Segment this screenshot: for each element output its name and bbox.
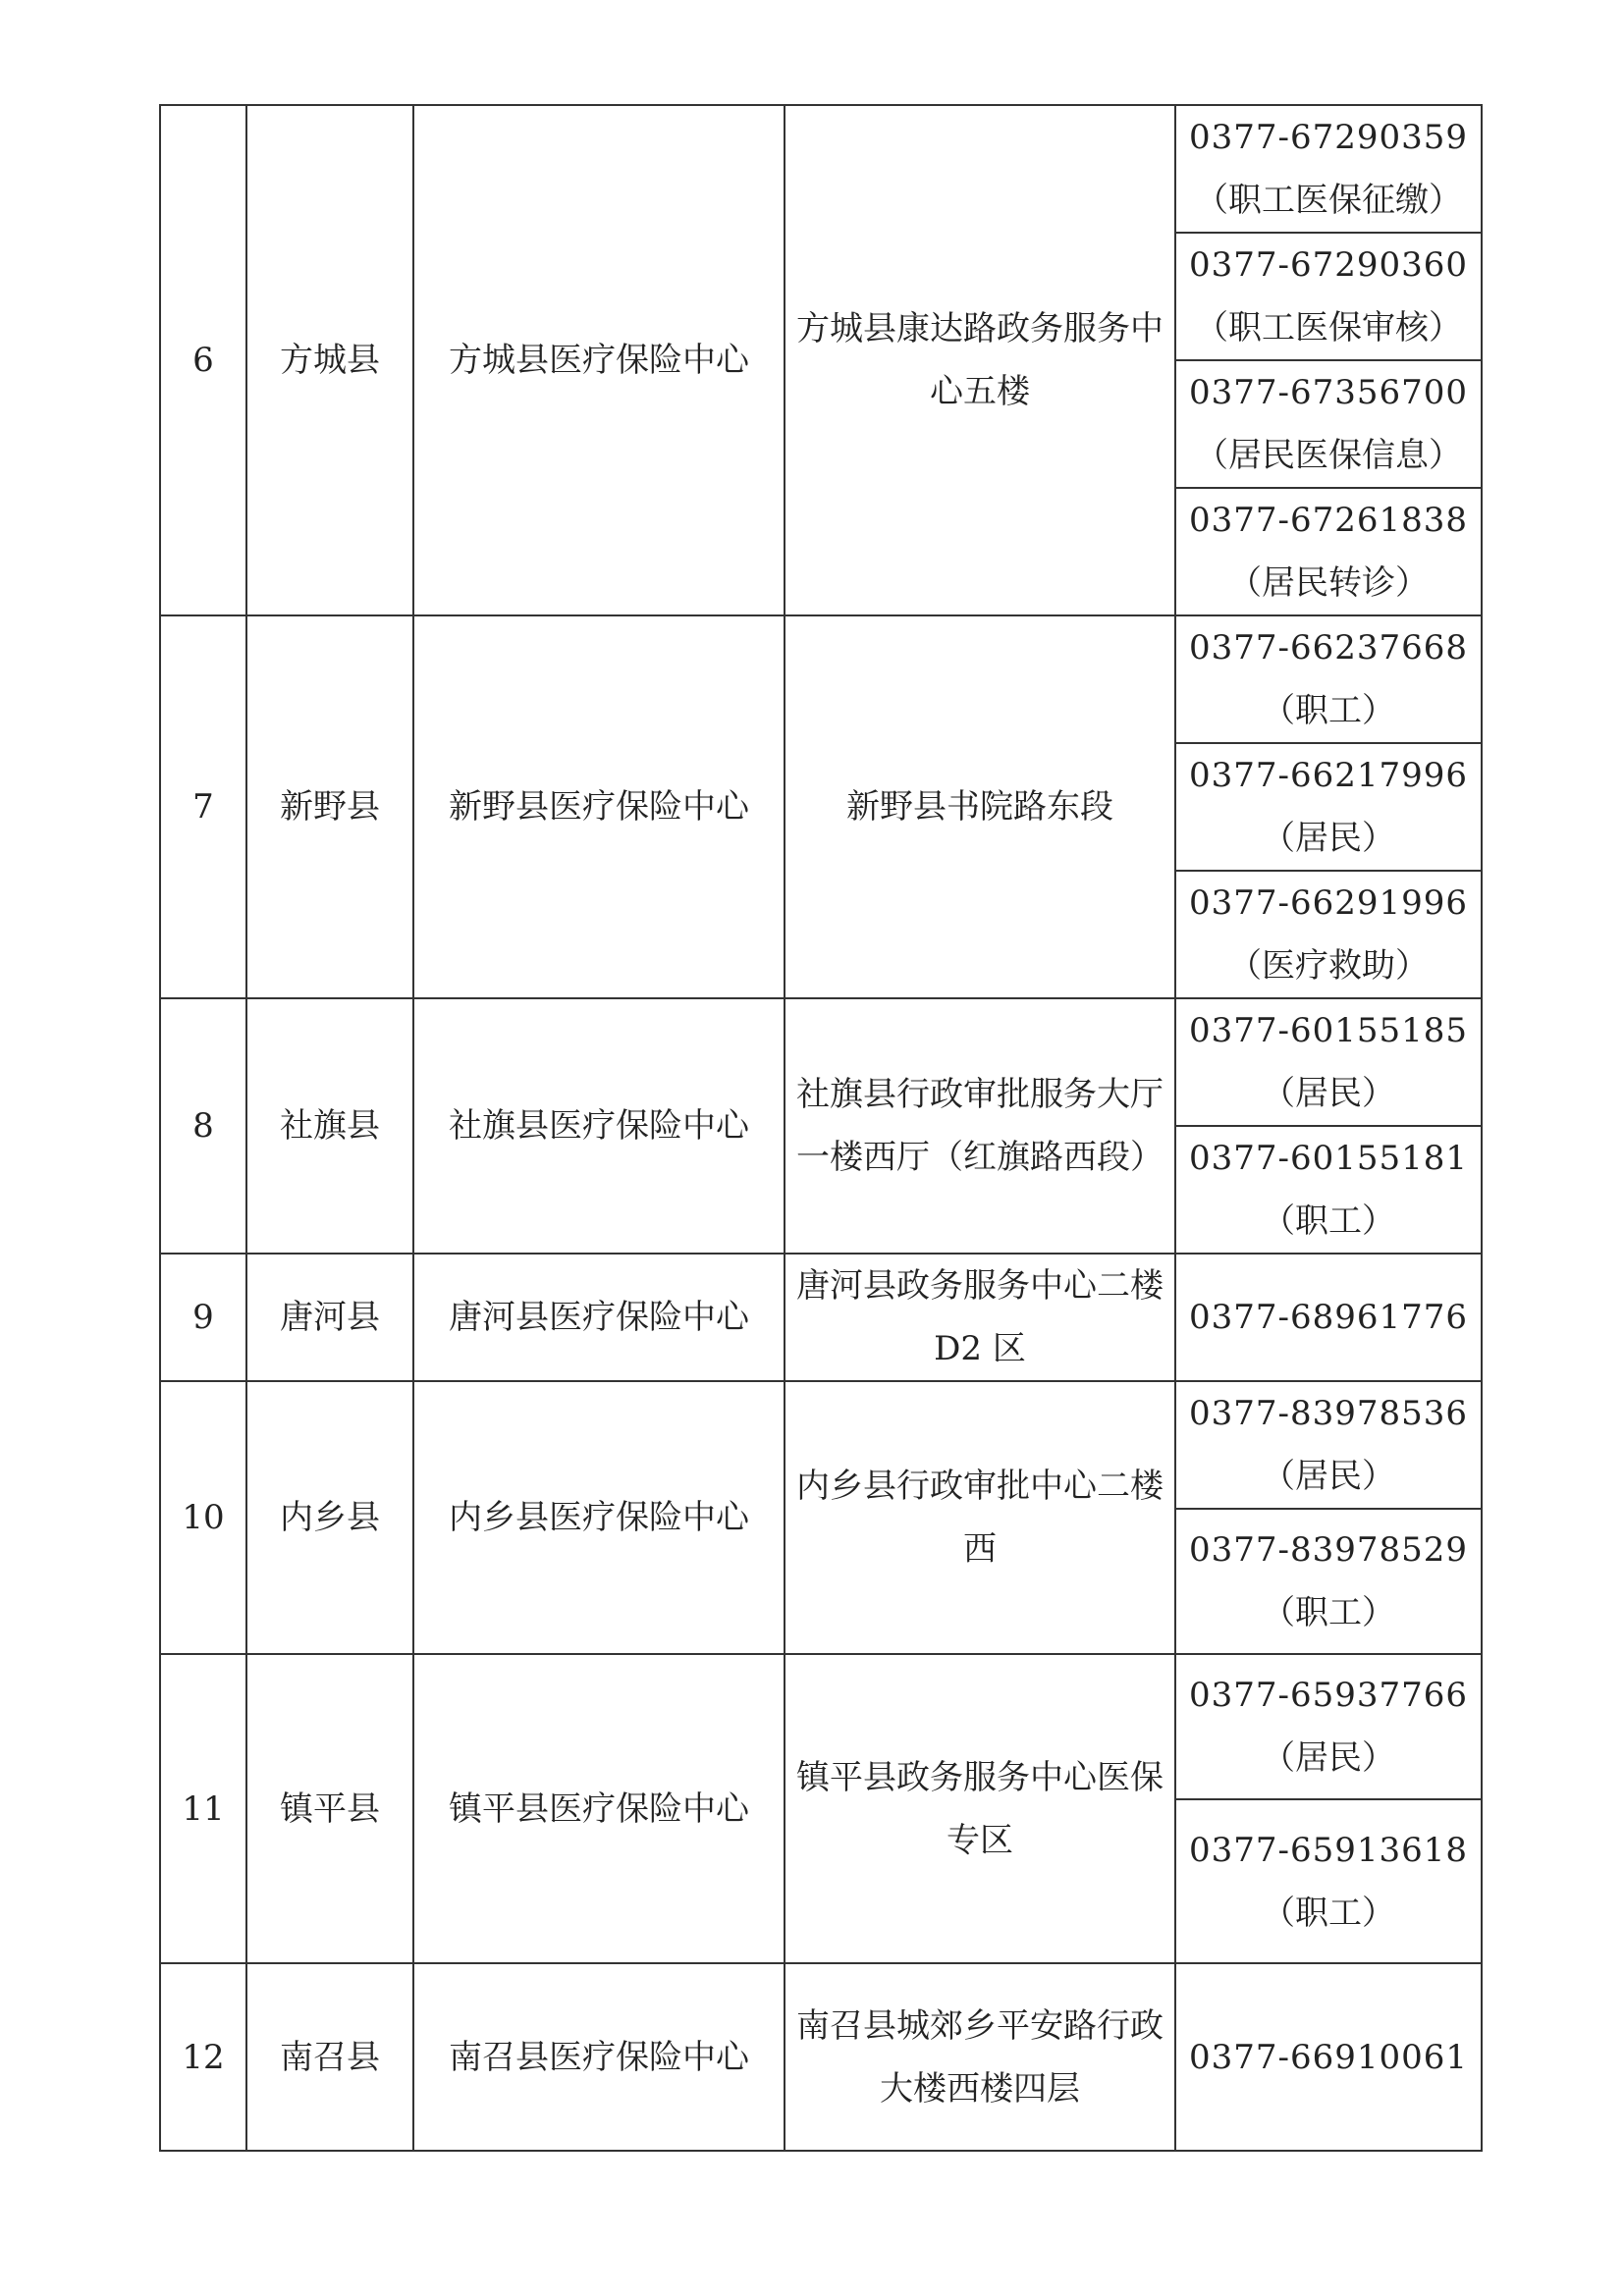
phone-number: 0377-83978529	[1188, 1530, 1469, 1570]
phone-cell	[1175, 871, 1482, 998]
county-name: 镇平县	[246, 1654, 413, 1963]
phone-cell	[1175, 615, 1482, 743]
county-name: 新野县	[246, 615, 413, 998]
phone-cell	[1175, 105, 1482, 233]
center-address: 南召县城郊乡平安路行政大楼西楼四层	[785, 1963, 1175, 2151]
phone-cell	[1175, 1126, 1482, 1254]
county-name: 内乡县	[246, 1381, 413, 1654]
contact-table	[159, 104, 1483, 2152]
table-row	[160, 1963, 1482, 2151]
row-index: 8	[160, 998, 246, 1254]
phone-cell	[1175, 488, 1482, 615]
phone-number: 0377-66237668	[1188, 628, 1469, 667]
phone-note: （职工医保审核）	[1195, 308, 1462, 347]
row-index: 10	[160, 1381, 246, 1654]
phone-number: 0377-68961776	[1188, 1298, 1469, 1337]
table-row	[160, 1654, 1482, 1799]
phone-number: 0377-67290360	[1188, 245, 1469, 285]
center-name: 新野县医疗保险中心	[413, 615, 785, 998]
table-row	[160, 1381, 1482, 1509]
phone-number: 0377-67261838	[1188, 501, 1469, 540]
row-index: 7	[160, 615, 246, 998]
phone-number: 0377-65913618	[1188, 1830, 1469, 1870]
table-row	[160, 998, 1482, 1126]
phone-cell	[1175, 1799, 1482, 1963]
phone-number: 0377-67290359	[1188, 118, 1469, 157]
phone-note: （职工）	[1262, 1201, 1395, 1241]
phone-number: 0377-60155185	[1188, 1011, 1469, 1050]
phone-cell	[1175, 1509, 1482, 1654]
phone-note: （居民）	[1262, 819, 1395, 858]
table-row	[160, 105, 1482, 233]
county-name: 社旗县	[246, 998, 413, 1254]
phone-note: （居民转诊）	[1228, 563, 1429, 603]
center-name: 镇平县医疗保险中心	[413, 1654, 785, 1963]
center-address: 方城县康达路政务服务中心五楼	[785, 105, 1175, 615]
phone-cell	[1175, 743, 1482, 871]
table-row	[160, 1254, 1482, 1381]
phone-cell	[1175, 1254, 1482, 1381]
phone-number: 0377-66910061	[1188, 2037, 1469, 2077]
row-index: 11	[160, 1654, 246, 1963]
row-index: 9	[160, 1254, 246, 1381]
table-row	[160, 615, 1482, 743]
row-index: 6	[160, 105, 246, 615]
phone-number: 0377-67356700	[1188, 373, 1469, 412]
county-name: 南召县	[246, 1963, 413, 2151]
phone-note: （居民）	[1262, 1738, 1395, 1778]
center-name: 方城县医疗保险中心	[413, 105, 785, 615]
center-address: 唐河县政务服务中心二楼 D2 区	[785, 1254, 1175, 1381]
center-name: 社旗县医疗保险中心	[413, 998, 785, 1254]
center-name: 唐河县医疗保险中心	[413, 1254, 785, 1381]
center-name: 内乡县医疗保险中心	[413, 1381, 785, 1654]
center-address: 社旗县行政审批服务大厅一楼西厅（红旗路西段）	[785, 998, 1175, 1254]
phone-cell	[1175, 1963, 1482, 2151]
phone-number: 0377-66291996	[1188, 883, 1469, 923]
phone-cell	[1175, 998, 1482, 1126]
center-address: 镇平县政务服务中心医保专区	[785, 1654, 1175, 1963]
row-index: 12	[160, 1963, 246, 2151]
phone-note: （职工）	[1262, 691, 1395, 730]
phone-note: （医疗救助）	[1228, 946, 1429, 986]
phone-note: （职工）	[1262, 1893, 1395, 1933]
phone-cell	[1175, 1381, 1482, 1509]
phone-number: 0377-65937766	[1188, 1676, 1469, 1715]
phone-number: 0377-66217996	[1188, 756, 1469, 795]
center-name: 南召县医疗保险中心	[413, 1963, 785, 2151]
phone-note: （居民医保信息）	[1195, 436, 1462, 475]
county-name: 方城县	[246, 105, 413, 615]
center-address: 内乡县行政审批中心二楼西	[785, 1381, 1175, 1654]
phone-note: （居民）	[1262, 1457, 1395, 1496]
phone-number: 0377-60155181	[1188, 1139, 1469, 1178]
table-body	[160, 105, 1482, 2151]
phone-note: （职工医保征缴）	[1195, 181, 1462, 220]
phone-number: 0377-83978536	[1188, 1394, 1469, 1433]
phone-note: （居民）	[1262, 1074, 1395, 1113]
phone-cell	[1175, 233, 1482, 360]
center-address: 新野县书院路东段	[785, 615, 1175, 998]
phone-cell	[1175, 360, 1482, 488]
phone-cell	[1175, 1654, 1482, 1799]
phone-note: （职工）	[1262, 1593, 1395, 1632]
county-name: 唐河县	[246, 1254, 413, 1381]
